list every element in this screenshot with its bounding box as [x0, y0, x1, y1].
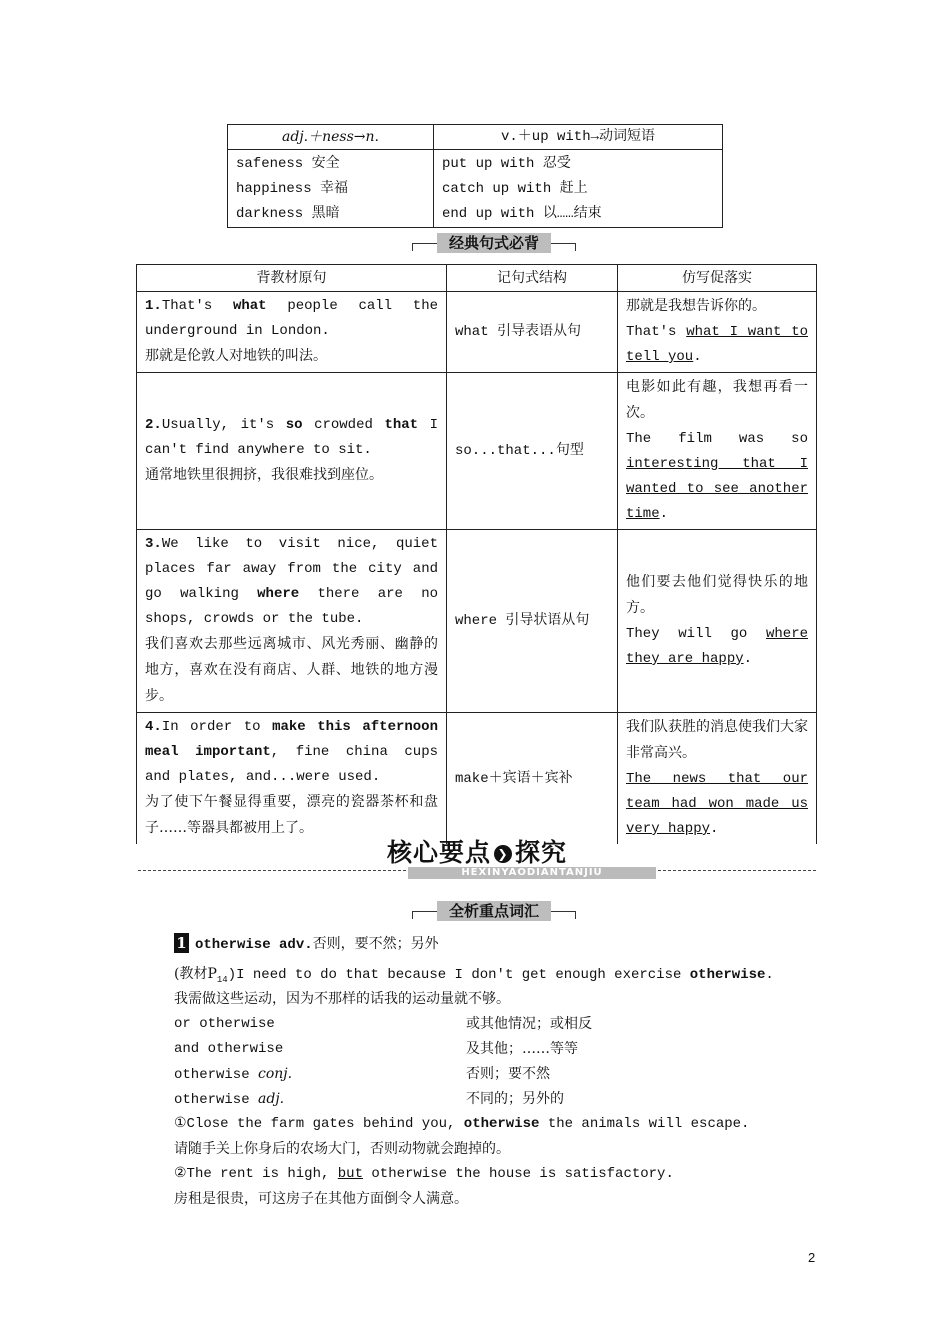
entry-heading: 1 otherwise adv.否则，要不然；另外 [174, 932, 439, 958]
phrase-cn: 不同的；另外的 [466, 1091, 564, 1107]
section-pinyin: HEXINYAODIANTANJIU [408, 867, 656, 879]
page-number: 2 [808, 1250, 816, 1265]
phrase-cn: 及其他；……等等 [466, 1041, 578, 1057]
wf-left-item: happiness 幸福 [236, 181, 349, 197]
sentence-table [136, 264, 817, 844]
banner-classic-sentences [412, 233, 576, 255]
banner-key-vocabulary [412, 901, 576, 923]
wf-left-cell [228, 150, 434, 228]
wf-left-item: safeness 安全 [236, 156, 340, 172]
st-practice-cell: 电影如此有趣，我想再看一次。 The film was so interesting that I wanted to see another time. [618, 373, 817, 530]
st-structure-cell: where 引导状语从句 [447, 530, 618, 713]
entry-number: 1 [174, 933, 189, 953]
example-2: ②The rent is high, but otherwise the house is satisfactory. [174, 1166, 674, 1182]
example-1-cn: 请随手关上你身后的农场大门，否则动物就会跑掉的。 [174, 1141, 510, 1157]
st-original-cell: 3.We like to visit nice, quiet places far away from the city and go walking where there are no shops, crowds or the tube. 我们喜欢去那些远离城市、风光秀丽、幽静的地方，喜欢在没有商店、人群、地铁的地方漫步。 [137, 530, 447, 713]
arrow-circle-icon: ❯ [494, 845, 512, 863]
st-header-original: 背教材原句 [137, 265, 447, 292]
wf-right-item: catch up with 赶上 [442, 181, 588, 197]
st-header-structure: 记句式结构 [447, 265, 618, 292]
section-title: 核心要点 ❯ 探究 [386, 838, 568, 867]
st-structure-cell: so...that...句型 [447, 373, 618, 530]
st-original-cell: 4.In order to make this afternoon meal important, fine china cups and plates, and...were used. 为了使下午餐显得重要，漂亮的瓷器茶杯和盘子……等器具都被用上了。 [137, 713, 447, 845]
table-row [137, 373, 817, 530]
table-row [137, 713, 817, 845]
phrase-en: otherwise adj. [174, 1091, 285, 1108]
wf-right-item: put up with 忍受 [442, 156, 571, 172]
phrase-cn: 或其他情况；或相反 [466, 1016, 592, 1032]
wf-right-item: end up with 以……结束 [442, 206, 602, 222]
banner-classic-sentences-label: 经典句式必背 [437, 233, 551, 253]
section-heading [138, 833, 816, 883]
st-original-cell: 1.That's what people call the underground in London. 那就是伦敦人对地铁的叫法。 [137, 292, 447, 373]
st-original-cell: 2.Usually, it's so crowded that I can't find anywhere to sit. 通常地铁里很拥挤，我很难找到座位。 [137, 373, 447, 530]
wf-header-right: v.＋up with→动词短语 [434, 125, 723, 150]
entry-example: (教材$P_{14})I$ need to do that because I don't get enough exercise otherwise. [174, 966, 774, 985]
word-formation-table [227, 124, 723, 228]
st-structure-cell: what 引导表语从句 [447, 292, 618, 373]
example-2-cn: 房租是很贵，可这房子在其他方面倒令人满意。 [174, 1191, 468, 1207]
table-row [137, 530, 817, 713]
st-header-practice: 仿写促落实 [618, 265, 817, 292]
phrase-en: and otherwise [174, 1041, 284, 1057]
st-practice-cell: 那就是我想告诉你的。 That's what I want to tell you. [618, 292, 817, 373]
example-1: ①Close the farm gates behind you, otherwise the animals will escape. [174, 1116, 750, 1132]
st-practice-cell: 他们要去他们觉得快乐的地方。 They will go where they are happy. [618, 530, 817, 713]
entry-example-cn: 我需做这些运动，因为不那样的话我的运动量就不够。 [174, 991, 510, 1007]
wf-header-left: adj.＋ness→n. [228, 125, 434, 150]
wf-right-cell [434, 150, 723, 228]
st-structure-cell: make＋宾语＋宾补 [447, 713, 618, 845]
wf-left-item: darkness 黑暗 [236, 206, 340, 222]
table-row [137, 292, 817, 373]
phrase-cn: 否则；要不然 [466, 1066, 550, 1082]
phrase-en: or otherwise [174, 1016, 275, 1032]
st-practice-cell: 我们队获胜的消息使我们大家非常高兴。 The news that our team had won made us very happy. [618, 713, 817, 845]
banner-key-vocabulary-label: 全析重点词汇 [437, 901, 551, 921]
phrase-en: otherwise conj. [174, 1066, 293, 1083]
